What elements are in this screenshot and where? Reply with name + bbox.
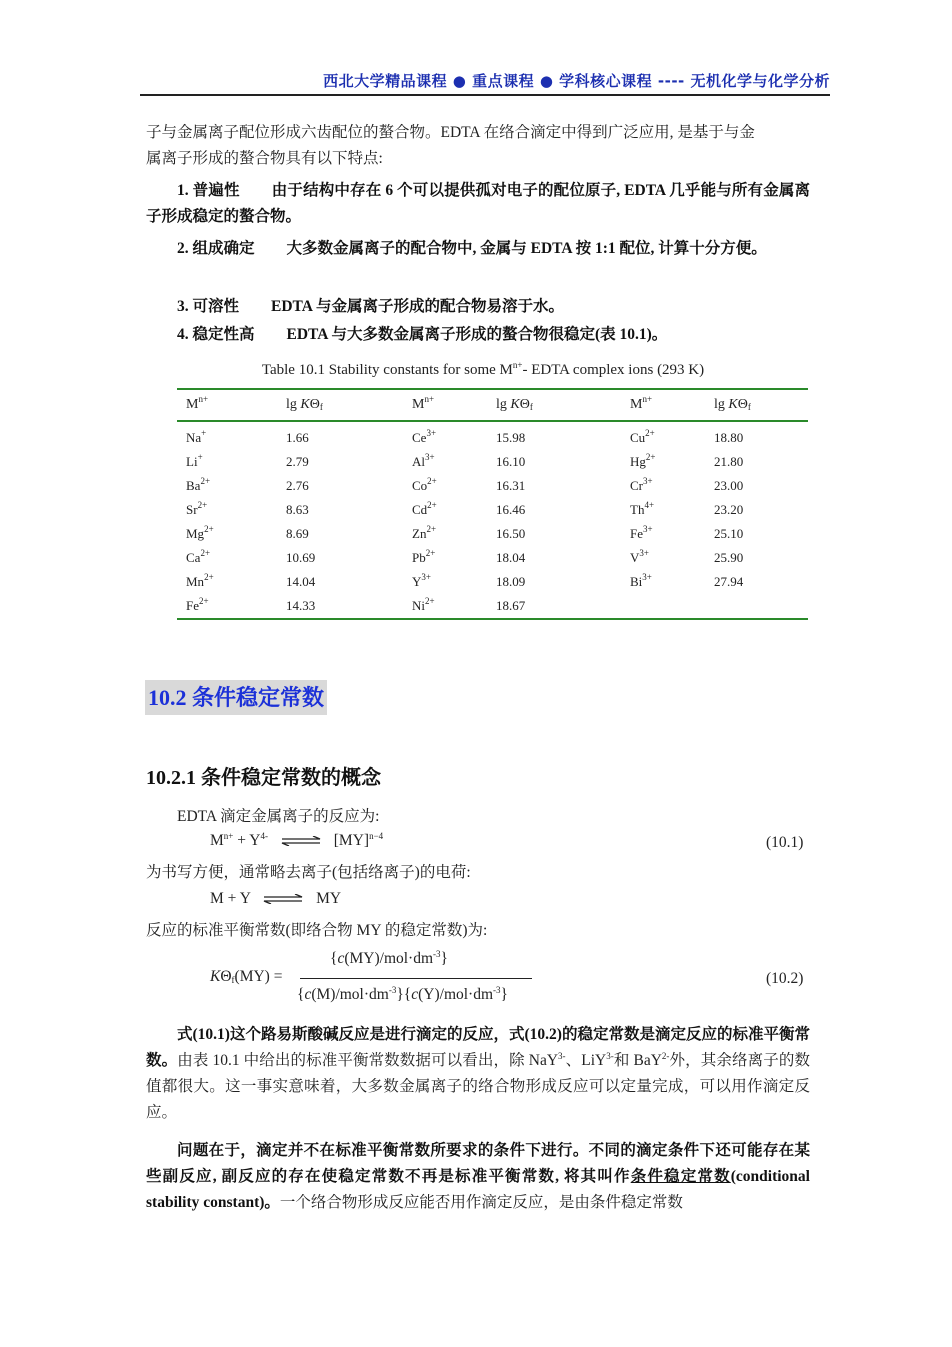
feature-4 bbox=[146, 322, 810, 348]
feature-4-title: 4. 稳定性高 bbox=[177, 326, 255, 343]
lgk-cell: 18.09 bbox=[496, 574, 526, 589]
ion-cell: $Cd^{2+}$ bbox=[412, 500, 437, 517]
stability-table bbox=[177, 388, 808, 620]
feature-1 bbox=[146, 178, 810, 230]
ion-cell: $Cr^{3+}$ bbox=[630, 476, 653, 493]
ion-cell: $Hg^{2+}$ bbox=[630, 452, 656, 469]
ion-cell: $Sr^{2+}$ bbox=[186, 500, 208, 517]
equilibrium-arrow-icon bbox=[280, 836, 322, 846]
paragraph-standard-constant: 式(10.1)这个路易斯酸碱反应是进行滴定的反应，式(10.2)的稳定常数是滴定反应的标准平衡常数。由表 10.1 中给出的标准平衡常数数据可以看出，除 NaY$^{3-}$、LiY$^{3-}$和 BaY$^{2-}$外，其余络离子的数值都很大。这一事实意味着，大多数金属离子的络合物形成反应可以定量完成，可以用作滴定反应。 bbox=[146, 1026, 810, 1121]
header-ion: $M^{n+}$ bbox=[412, 394, 435, 412]
header-ion: $M^{n+}$ bbox=[186, 394, 209, 412]
equation-number-10-2: (10.2) bbox=[766, 970, 804, 987]
lgk-cell: 15.98 bbox=[496, 430, 526, 445]
equation-simplified: M + Y MY bbox=[210, 890, 342, 907]
feature-1-title: 1. 普遍性 bbox=[177, 182, 240, 199]
reaction-intro: EDTA 滴定金属离子的反应为: bbox=[177, 808, 380, 825]
feature-2-text: 大多数金属离子的配合物中, 金属与 EDTA 按 1:1 配位, 计算十分方便。 bbox=[286, 240, 767, 257]
lgk-cell: 2.76 bbox=[286, 478, 309, 493]
table-header-row bbox=[177, 389, 808, 421]
ion-cell: $Th^{4+}$ bbox=[630, 500, 655, 517]
lgk-cell: 25.10 bbox=[714, 526, 744, 541]
ion-cell: $Mn^{2+}$ bbox=[186, 572, 214, 589]
table-row bbox=[177, 474, 808, 498]
lgk-cell: 27.94 bbox=[714, 574, 744, 589]
intro-line-1: 子与金属离子配位形成六齿配位的螯合物。EDTA 在络合滴定中得到广泛应用, 是基于与金 bbox=[146, 124, 755, 141]
feature-1-text: 由于结构中存在 6 个可以提供孤对电子的配位原子, EDTA 几乎能与所有金属离子形成稳定的螯合物。 bbox=[146, 182, 810, 225]
ion-cell: $Fe^{2+}$ bbox=[186, 596, 209, 613]
ion-cell: $Co^{2+}$ bbox=[412, 476, 437, 493]
lgk-cell: 18.80 bbox=[714, 430, 744, 445]
lgk-cell: 21.80 bbox=[714, 454, 744, 469]
section-heading: 10.2 条件稳定常数 bbox=[145, 680, 327, 715]
lgk-cell: 25.90 bbox=[714, 550, 744, 565]
ion-cell: $Ni^{2+}$ bbox=[412, 596, 435, 613]
equation-10-2-denominator: $\{c(M)/mol\cdot dm^{-3}\}\{c(Y)/mol\cdot dm^{-3}\}$ bbox=[297, 985, 508, 1003]
table-row bbox=[177, 450, 808, 474]
ion-cell: Li+ bbox=[186, 452, 203, 469]
lgk-cell: 1.66 bbox=[286, 430, 309, 445]
ion-cell: $Ce^{3+}$ bbox=[412, 428, 437, 445]
lgk-cell: 2.79 bbox=[286, 454, 309, 469]
table-row bbox=[177, 594, 808, 619]
charge-note: 为书写方便，通常略去离子(包括络离子)的电荷: bbox=[146, 864, 471, 881]
header-lgk: $\lg K\Theta_f$ bbox=[286, 397, 323, 412]
ion-cell: Na+ bbox=[186, 428, 207, 445]
ion-cell: $Fe^{3+}$ bbox=[630, 524, 653, 541]
equation-number-10-1: (10.1) bbox=[766, 834, 804, 851]
intro-line-2: 属离子形成的螯合物具有以下特点: bbox=[146, 150, 383, 167]
table-row bbox=[177, 570, 808, 594]
lgk-cell bbox=[705, 594, 808, 619]
lgk-cell: 16.31 bbox=[496, 478, 526, 493]
lgk-cell: 8.69 bbox=[286, 526, 309, 541]
feature-4-text: EDTA 与大多数金属离子形成的螯合物很稳定(表 10.1)。 bbox=[286, 326, 668, 343]
lgk-cell: 14.33 bbox=[286, 598, 316, 613]
subsection-heading: 10.2.1 条件稳定常数的概念 bbox=[146, 767, 381, 789]
header-ion: $M^{n+}$ bbox=[630, 394, 653, 412]
lgk-cell: 23.20 bbox=[714, 502, 744, 517]
table-row bbox=[177, 522, 808, 546]
feature-3-title: 3. 可溶性 bbox=[177, 298, 240, 315]
lgk-cell: 16.50 bbox=[496, 526, 526, 541]
ion-cell: $Pb^{2+}$ bbox=[412, 548, 436, 565]
ion-cell: $Al^{3+}$ bbox=[412, 452, 435, 469]
fraction-bar bbox=[300, 978, 532, 979]
equilibrium-arrow-icon bbox=[262, 894, 304, 904]
table-row bbox=[177, 546, 808, 570]
equation-10-2-left: $K\Theta_f(MY)$ = bbox=[210, 968, 283, 985]
lgk-cell: 23.00 bbox=[714, 478, 744, 493]
feature-3 bbox=[146, 294, 810, 320]
equation-10-2-numerator: $\{c(MY)/mol\cdot dm^{-3}\}$ bbox=[330, 949, 448, 967]
feature-2-title: 2. 组成确定 bbox=[177, 240, 255, 257]
paragraph-conditional-constant: 问题在于，滴定并不在标准平衡常数所要求的条件下进行。不同的滴定条件下还可能存在某些副反应, 副反应的存在使稳定常数不再是标准平衡常数, 将其叫作条件稳定常数(conditional stability constant)。一个络合物形成反应能否用作滴定反应，是由条件稳定常数 bbox=[146, 1142, 810, 1211]
intro-paragraph bbox=[146, 120, 810, 172]
ion-cell bbox=[621, 594, 705, 619]
header-lgk: $\lg K\Theta_f$ bbox=[714, 397, 751, 412]
equation-10-1: $M^{n+} + Y^{4-}$ [MY]$^{n-4}$ bbox=[210, 831, 384, 849]
table-caption: Table 10.1 Stability constants for some $M^{n+}-$ EDTA complex ions (293 K) bbox=[261, 360, 705, 378]
ion-cell: $Ca^{2+}$ bbox=[186, 548, 211, 565]
lgk-cell: 10.69 bbox=[286, 550, 316, 565]
table-row bbox=[177, 421, 808, 450]
ion-cell: $Bi^{3+}$ bbox=[630, 572, 652, 589]
lgk-cell: 8.63 bbox=[286, 502, 309, 517]
feature-3-text: EDTA 与金属离子形成的配合物易溶于水。 bbox=[271, 298, 564, 315]
ion-cell: $Zn^{2+}$ bbox=[412, 524, 437, 541]
ion-cell: $Cu^{2+}$ bbox=[630, 428, 655, 445]
lgk-cell: 16.46 bbox=[496, 502, 526, 517]
lgk-cell: 18.67 bbox=[496, 598, 526, 613]
stability-constants-table bbox=[177, 388, 808, 620]
ion-cell: $Y^{3+}$ bbox=[412, 572, 431, 589]
feature-2 bbox=[146, 236, 810, 262]
table-body bbox=[177, 421, 808, 619]
ion-cell: $V^{3+}$ bbox=[630, 548, 649, 565]
lgk-cell: 16.10 bbox=[496, 454, 526, 469]
header-rule bbox=[140, 94, 830, 96]
header-lgk: $\lg K\Theta_f$ bbox=[496, 397, 533, 412]
constant-intro: 反应的标准平衡常数(即络合物 MY 的稳定常数)为: bbox=[146, 922, 488, 939]
running-header: 西北大学精品课程 ● 重点课程 ● 学科核心课程 ---- 无机化学与化学分析 bbox=[323, 72, 830, 90]
table-row bbox=[177, 498, 808, 522]
lgk-cell: 18.04 bbox=[496, 550, 526, 565]
ion-cell: $Mg^{2+}$ bbox=[186, 524, 214, 541]
term-conditional-stability-constant: 条件稳定常数 bbox=[630, 1168, 731, 1185]
ion-cell: $Ba^{2+}$ bbox=[186, 476, 211, 493]
lgk-cell: 14.04 bbox=[286, 574, 316, 589]
